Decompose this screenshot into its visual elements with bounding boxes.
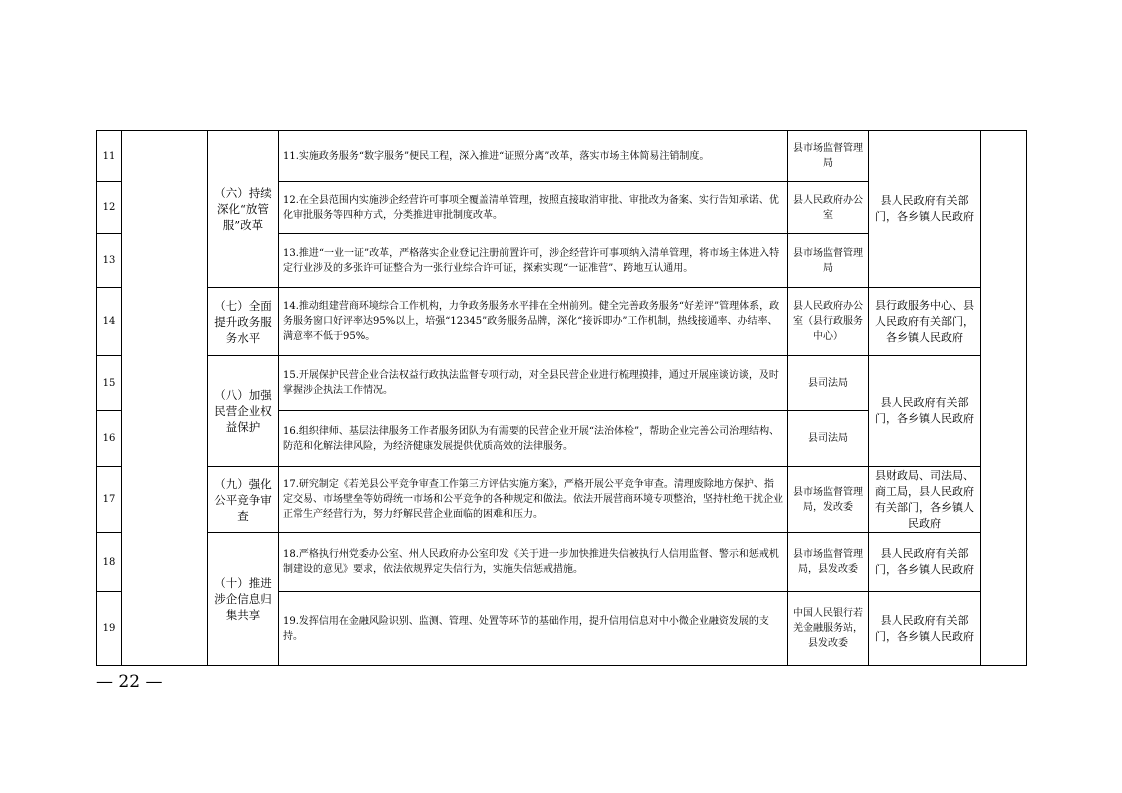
table-row: [97, 467, 1027, 533]
cooperating-unit-cell: 县行政服务中心、县人民政府有关部门，各乡镇人民政府: [869, 288, 981, 356]
lead-unit-cell: 县司法局: [788, 411, 869, 467]
remarks-cell: [981, 131, 1027, 666]
lead-unit-cell: 县人民政府办公室（县行政服务中心）: [788, 288, 869, 356]
row-number: 16: [97, 411, 122, 467]
lead-unit-cell: 中国人民银行若羌金融服务站，县发改委: [788, 592, 869, 666]
lead-unit-cell: 县市场监督管理局，发改委: [788, 467, 869, 533]
main-category-cell: [122, 131, 208, 666]
table-row: [97, 533, 1027, 592]
task-table: [96, 130, 1027, 666]
task-cell: 17.研究制定《若羌县公平竞争审查工作第三方评估实施方案》，严格开展公平竞争审查。清理废除地方保护、指定交易、市场壁垒等妨碍统一市场和公平竞争的各种规定和做法。依法开展营商环境专项整治，坚持杜绝干扰企业正常生产经营行为，努力纾解民营企业面临的困难和压力。: [279, 467, 788, 533]
table-row: [97, 131, 1027, 182]
row-number: 11: [97, 131, 122, 182]
task-cell: 19.发挥信用在金融风险识别、监测、管理、处置等环节的基础作用，提升信用信息对中小微企业融资发展的支持。: [279, 592, 788, 666]
row-number: 19: [97, 592, 122, 666]
task-cell: 13.推进“一业一证”改革，严格落实企业登记注册前置许可，涉企经营许可事项纳入清单管理，将市场主体进入特定行业涉及的多张许可证整合为一张行业综合许可证，探索实现“一证准营”、跨地互认通用。: [279, 234, 788, 288]
lead-unit-cell: 县市场监督管理局: [788, 234, 869, 288]
cooperating-unit-cell: 县财政局、司法局、商工局，县人民政府有关部门，各乡镇人民政府: [869, 467, 981, 533]
lead-unit-cell: 县市场监督管理局，县发改委: [788, 533, 869, 592]
cooperating-unit-cell: 县人民政府有关部门，各乡镇人民政府: [869, 533, 981, 592]
row-number: 13: [97, 234, 122, 288]
task-cell: 14.推动组建营商环境综合工作机构，力争政务服务水平排在全州前列。健全完善政务服务“好差评”管理体系，政务服务窗口好评率达95%以上，培强“12345”政务服务品牌，深化“接诉即办”工作机制，热线接通率、办结率、满意率不低于95%。: [279, 288, 788, 356]
task-cell: 16.组织律师、基层法律服务工作者服务团队为有需要的民营企业开展“法治体检”，帮助企业完善公司治理结构、防范和化解法律风险，为经济健康发展提供优质高效的法律服务。: [279, 411, 788, 467]
table-row: [97, 288, 1027, 356]
category-cell: （六）持续深化“放管服”改革: [208, 131, 279, 288]
row-number: 18: [97, 533, 122, 592]
task-cell: 11.实施政务服务“数字服务”便民工程，深入推进“证照分离”改革，落实市场主体简易注销制度。: [279, 131, 788, 182]
category-cell: （十）推进涉企信息归集共享: [208, 533, 279, 666]
cooperating-unit-cell: 县人民政府有关部门，各乡镇人民政府: [869, 592, 981, 666]
row-number: 17: [97, 467, 122, 533]
lead-unit-cell: 县司法局: [788, 356, 869, 411]
row-number: 14: [97, 288, 122, 356]
task-cell: 18.严格执行州党委办公室、州人民政府办公室印发《关于进一步加快推进失信被执行人信用监督、警示和惩戒机制建设的意见》要求，依法依规界定失信行为，实施失信惩戒措施。: [279, 533, 788, 592]
lead-unit-cell: 县人民政府办公室: [788, 182, 869, 234]
cooperating-unit-cell: 县人民政府有关部门，各乡镇人民政府: [869, 131, 981, 288]
table-row: [97, 356, 1027, 411]
row-number: 15: [97, 356, 122, 411]
category-cell: （七）全面提升政务服务水平: [208, 288, 279, 356]
task-cell: 12.在全县范围内实施涉企经营许可事项全覆盖清单管理，按照直接取消审批、审批改为备案、实行告知承诺、优化审批服务等四种方式，分类推进审批制度改革。: [279, 182, 788, 234]
task-cell: 15.开展保护民营企业合法权益行政执法监督专项行动，对全县民营企业进行梳理摸排，通过开展座谈访谈，及时掌握涉企执法工作情况。: [279, 356, 788, 411]
category-cell: （九）强化公平竞争审查: [208, 467, 279, 533]
row-number: 12: [97, 182, 122, 234]
cooperating-unit-cell: 县人民政府有关部门，各乡镇人民政府: [869, 356, 981, 467]
lead-unit-cell: 县市场监督管理局: [788, 131, 869, 182]
page-number: — 22 —: [96, 672, 163, 692]
category-cell: （八）加强民营企业权益保护: [208, 356, 279, 467]
